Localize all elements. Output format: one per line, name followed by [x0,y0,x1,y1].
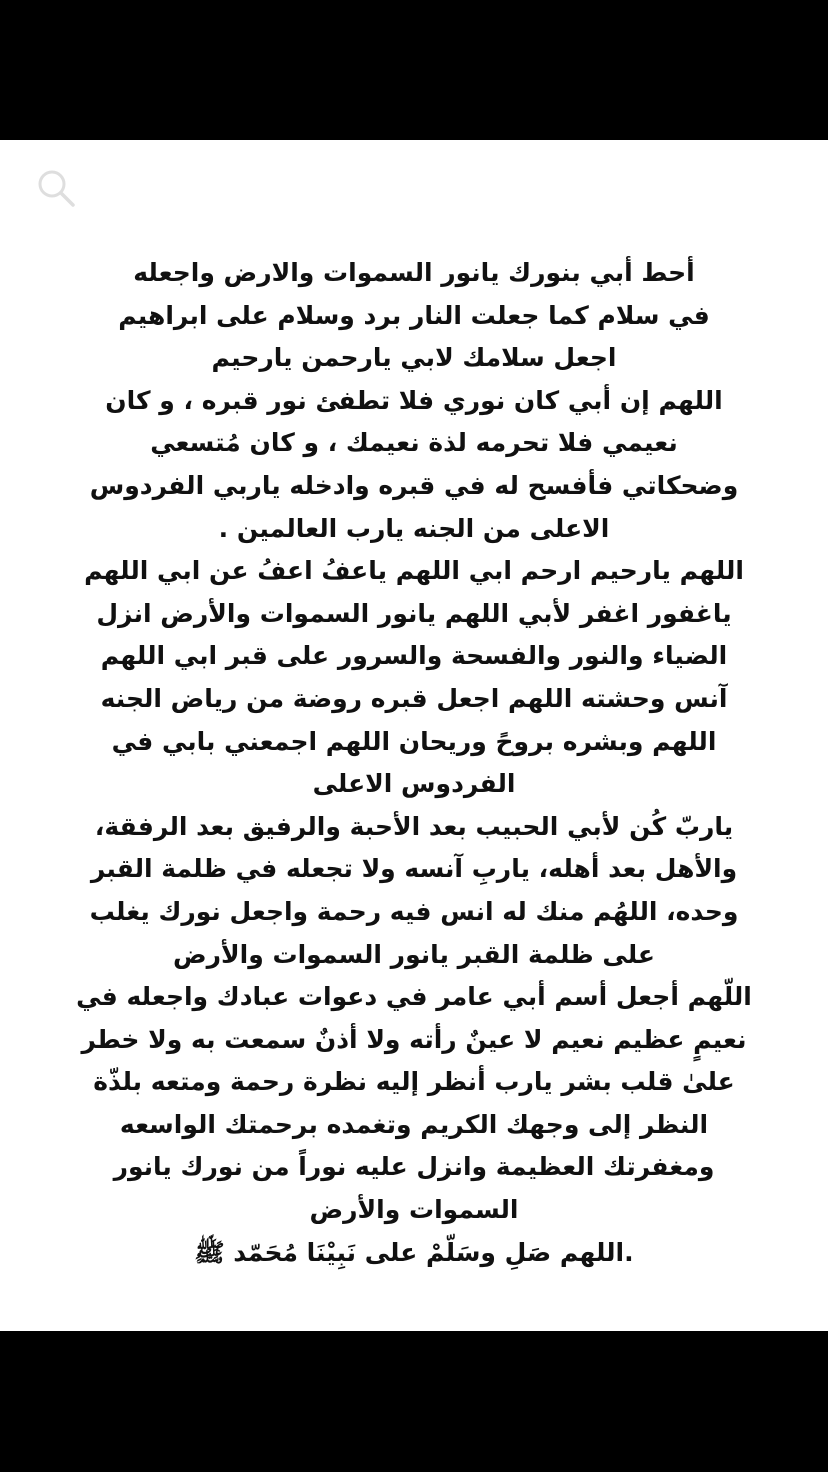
prayer-line: أحط أبي بنورك يانور السموات والارض واجعله [133,258,695,287]
search-icon[interactable] [34,166,78,210]
prayer-line: اللهم يارحيم ارحم ابي اللهم ياعفُ اعفُ عن ابي اللهم [84,556,744,586]
prayer-line: وحده، اللهُم منك له انس فيه رحمة واجعل نورك يغلب [89,896,739,926]
prayer-line: علىٰ قلب بشر يارب أنظر إليه نظرة رحمة ومتعه بلذّة [93,1067,735,1097]
prayer-line: على ظلمة القبر يانور السموات والأرض [173,939,655,969]
prayer-text [40,252,788,1274]
prayer-line: آنس وحشته اللهم اجعل قبره روضة من رياض الجنه [100,683,728,713]
note-page [0,140,828,1331]
prayer-line: وضحكاتي فأفسح له في قبره وادخله ياربي الفردوس [89,470,739,500]
prayer-line: ومغفرتك العظيمة وانزل عليه نوراً من نورك يانور [113,1152,715,1182]
prayer-line: الفردوس الاعلى [312,769,516,799]
prayer-line: ياربّ كُن لأبي الحبيب بعد الأحبة والرفيق بعد الرفقة، [94,811,734,841]
prayer-line: اللهم وبشره بروحً وريحان اللهم اجمعني بابي في [111,726,717,756]
prayer-line: .اللهم صَلِ وسَلّمْ على نَبِيْنَا مُحَمّد ﷺ [194,1237,634,1267]
prayer-line: النظر إلى وجهك الكريم وتغمده برحمتك الواسعه [119,1109,709,1139]
prayer-line: السموات والأرض [309,1195,519,1225]
prayer-line: الاعلى من الجنه يارب العالمين . [218,513,610,543]
prayer-line: في سلام كما جعلت النار برد وسلام على ابراهيم [118,300,710,330]
prayer-line: نعيمٍ عظيم نعيم لا عينٌ رأته ولا أذنٌ سمعت به ولا خطر [81,1024,747,1054]
prayer-line: والأهل بعد أهله، ياربِ آنسه ولا تجعله في ظلمة القبر [90,854,738,884]
prayer-line: اجعل سلامك لابي يارحمن يارحيم [211,343,617,373]
prayer-line: نعيمي فلا تحرمه لذة نعيمك ، و كان مُتسعي [150,428,678,458]
prayer-line: ياغفور اغفر لأبي اللهم يانور السموات والأرض انزل [96,598,732,628]
prayer-line: اللّهم أجعل أسم أبي عامر في دعوات عبادك واجعله في [76,982,752,1012]
prayer-line: اللهم إن أبي كان نوري فلا تطفئ نور قبره ، و كان [105,385,723,415]
prayer-line: الضياء والنور والفسحة والسرور على قبر ابي اللهم [100,641,728,671]
